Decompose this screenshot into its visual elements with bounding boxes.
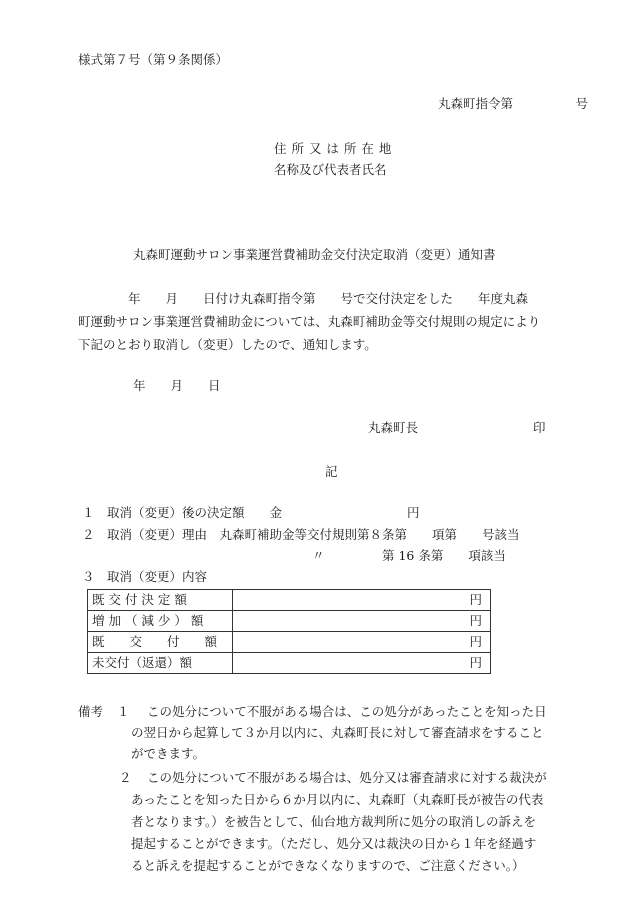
item-1: １ 取消（変更）後の決定額 金 円	[82, 505, 420, 520]
name-label: 名称及び代表者氏名	[274, 162, 387, 177]
remark-1-line-3: ができます。	[131, 746, 206, 761]
remark-1-number: １	[117, 704, 130, 719]
item-3: ３ 取消（変更）内容	[82, 569, 208, 584]
issuer-name: 丸森町長	[368, 420, 419, 435]
remark-1-line-1: この処分について不服がある場合は、この処分があったことを知った日	[147, 704, 547, 719]
table-row	[88, 590, 491, 611]
remark-1-line-2: の翌日から起算して３か月以内に、丸森町長に対して審査請求をすること	[131, 725, 544, 740]
document-title: 丸森町運動サロン事業運営費補助金交付決定取消（変更）通知書	[133, 247, 496, 262]
row-label: 既 交 付 額	[88, 632, 233, 653]
row-unit: 円	[233, 611, 491, 632]
table-row	[88, 632, 491, 653]
body-line-3: 下記のとおり取消し（変更）したので、通知します。	[78, 337, 377, 352]
remark-2-line-4: 提起することができます。（ただし、処分又は裁決の日から１年を経過す	[131, 836, 537, 851]
row-unit: 円	[233, 653, 491, 674]
date-line: 年 月 日	[133, 378, 221, 393]
body-paragraph	[78, 287, 590, 356]
row-label: 既 交 付 決 定 額	[88, 590, 233, 611]
form-number: 様式第７号（第９条関係）	[78, 52, 229, 67]
amounts-table	[87, 589, 491, 674]
row-label: 未交付（返還）額	[88, 653, 233, 674]
item-2: ２ 取消（変更）理由 丸森町補助金等交付規則第８条第 項第 号該当	[82, 527, 520, 542]
address-label: 住 所 又 は 所 在 地	[274, 141, 392, 156]
item-2-ditto: 〃	[312, 548, 325, 563]
body-line-2: 町運動サロン事業運営費補助金については、丸森町補助金等交付規則の規定により	[78, 314, 541, 329]
table-row	[88, 611, 491, 632]
row-unit: 円	[233, 590, 491, 611]
remarks-label: 備考	[78, 704, 104, 719]
remark-2-line-5: ると訴えを提起することができなくなりますので、ご注意ください。）	[131, 858, 525, 873]
ki-heading: 記	[325, 464, 338, 479]
body-line-1: 年 月 日付け丸森町指令第 号で交付決定をした 年度丸森	[78, 291, 529, 306]
remark-2-number: ２	[119, 770, 132, 785]
reference-number: 丸森町指令第 号	[438, 96, 589, 111]
remark-2-line-3: 者となります。）を被告として、仙台地方裁判所に処分の取消しの訴えを	[131, 814, 537, 829]
row-unit: 円	[233, 632, 491, 653]
remark-2-line-1: この処分について不服がある場合は、処分又は審査請求に対する裁決が	[147, 770, 547, 785]
row-label: 増 加 （ 減 少 ） 額	[88, 611, 233, 632]
table-row	[88, 653, 491, 674]
seal-mark: 印	[533, 420, 546, 435]
remark-2-line-2: あったことを知った日から６か月以内に、丸森町（丸森町長が被告の代表	[131, 792, 544, 807]
item-2-continuation: 第 16 条第 項該当	[382, 548, 506, 563]
